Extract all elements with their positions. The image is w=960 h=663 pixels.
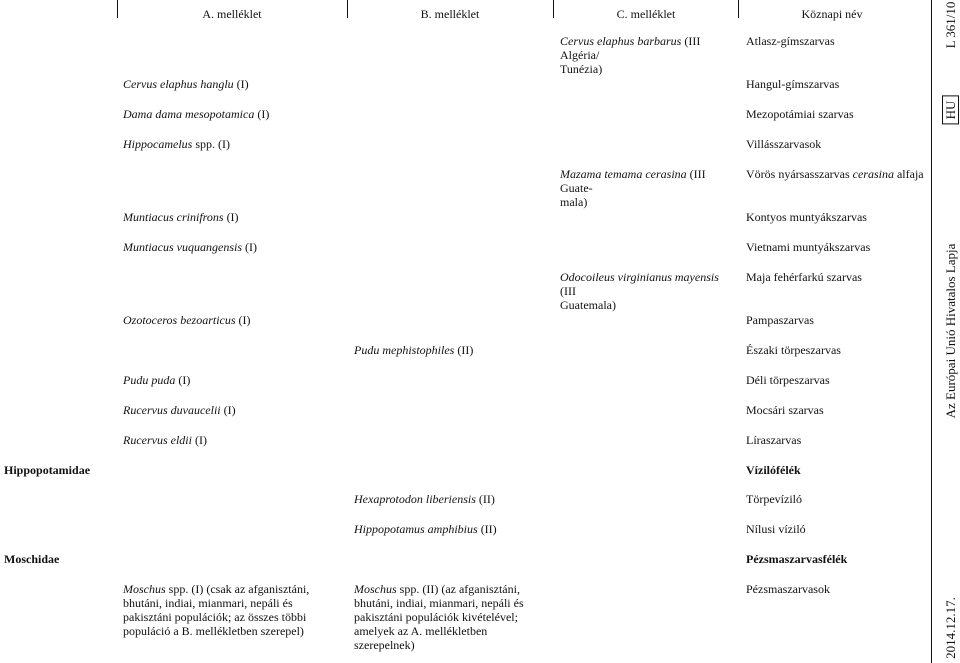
annex-note: (I) <box>242 240 257 254</box>
common-name-villasszarvasok: Villásszarvasok <box>746 137 822 151</box>
header-annex-c: C. melléklet <box>616 7 676 21</box>
family-common-vizilofelek: Vízilófélék <box>746 463 801 477</box>
species-name: Moschus <box>354 582 397 596</box>
species-name: Muntiacus vuquangensis <box>123 240 242 254</box>
common-name-subspecies: cerasina <box>852 167 894 181</box>
annex-note-cont: mala) <box>560 195 588 209</box>
species-name: Hippopotamus amphibius <box>354 522 478 536</box>
annex-b-entry-hexaprotodon <box>354 492 495 506</box>
species-name: Mazama temama cerasina <box>560 167 687 181</box>
annex-note: (I) <box>235 313 251 327</box>
annex-b-entry-moschus <box>354 582 532 652</box>
common-name-liraszarvas: Líraszarvas <box>746 433 802 447</box>
column-divider-1 <box>117 0 118 18</box>
annex-note-cont: Tunézia) <box>560 62 603 76</box>
common-name-pampaszarvas: Pampaszarvas <box>746 313 814 327</box>
column-divider-2 <box>347 0 348 18</box>
common-name-prefix: Vörös nyársasszarvas <box>746 167 853 181</box>
annex-a-entry-hippocamelus <box>123 137 230 151</box>
annex-a-entry-muntiacus-crinifrons <box>123 210 239 224</box>
annex-note-cont: Guatemala) <box>560 298 616 312</box>
right-border-line <box>931 0 932 663</box>
species-name: Rucervus eldii <box>123 433 192 447</box>
annex-a-entry-dama <box>123 107 269 121</box>
species-name: Cervus elaphus barbarus <box>560 34 682 48</box>
header-annex-a: A. melléklet <box>202 7 262 21</box>
annex-a-entry-muntiacus-vuquangensis <box>123 240 257 254</box>
species-name: Dama dama mesopotamica <box>123 107 255 121</box>
family-moschidae: Moschidae <box>4 552 60 566</box>
species-name: Moschus <box>123 582 166 596</box>
annex-note: (I) <box>191 433 207 447</box>
language-code: HU <box>942 96 959 125</box>
common-name-maja: Maja fehérfarkú szarvas <box>746 270 862 284</box>
species-name: Ozotoceros bezoarticus <box>123 313 236 327</box>
annex-c-entry-odocoileus <box>560 270 735 312</box>
column-divider-4 <box>738 0 739 18</box>
annex-a-entry-cervus-hanglu <box>123 77 249 91</box>
annex-a-entry-pudu-puda <box>123 373 190 387</box>
common-name-suffix: alfaja <box>893 167 924 181</box>
common-name-mocsari: Mocsári szarvas <box>746 403 824 417</box>
family-common-pezsmaszarvasfelek: Pézsmaszarvasfélék <box>746 552 848 566</box>
header-common-name: Köznapi név <box>801 7 863 21</box>
annex-note: (III <box>560 284 576 298</box>
common-name-kontyos: Kontyos muntyákszarvas <box>746 210 867 224</box>
annex-note: (II) <box>475 492 495 506</box>
species-name: Cervus elaphus hanglu <box>123 77 234 91</box>
column-divider-3 <box>553 0 554 18</box>
annex-c-entry-mazama <box>560 167 730 209</box>
annex-note: (I) <box>220 403 236 417</box>
common-name-nilusi-viziló: Nílusi víziló <box>746 522 806 536</box>
annex-a-entry-ozotoceros <box>123 313 251 327</box>
annex-a-entry-rucervus-eldii <box>123 433 207 447</box>
species-name: Muntiacus crinifrons <box>123 210 224 224</box>
language-badge <box>944 96 958 125</box>
annex-note: (I) <box>254 107 270 121</box>
annex-note: (II) <box>454 343 474 357</box>
header-annex-b: B. melléklet <box>420 7 480 21</box>
species-name: Pudu mephistophiles <box>354 343 455 357</box>
species-name: Rucervus duvaucelii <box>123 403 221 417</box>
common-name-mezopotamiai: Mezopotámiai szarvas <box>746 107 854 121</box>
common-name-torpeviziló: Törpevíziló <box>746 492 802 506</box>
common-name-hangul: Hangul-gímszarvas <box>746 77 840 91</box>
annex-note: spp. (I) <box>192 137 230 151</box>
annex-note: spp. (I) (csak az afganisztáni, bhutáni, indiai, mianmari, nepáli és pakisztáni populációk; az összes többi populáció a B. mellékletben szerepel) <box>123 582 310 638</box>
species-name: Hexaprotodon liberiensis <box>354 492 476 506</box>
annex-b-entry-hippopotamus <box>354 522 497 536</box>
common-name-atlasz: Atlasz-gímszarvas <box>746 34 835 48</box>
annex-note: (III Guate- <box>560 167 706 195</box>
annex-a-entry-rucervus-duvaucelii <box>123 403 236 417</box>
common-name-pezsmaszarvasok: Pézsmaszarvasok <box>746 582 830 596</box>
annex-note: spp. (II) (az afganisztáni, bhutáni, indiai, mianmari, nepáli és pakisztáni populációk kivételével; amelyek az A. mellékletben szerepelnek) <box>354 582 524 652</box>
annex-note: (I) <box>233 77 249 91</box>
annex-note: (I) <box>223 210 239 224</box>
species-name: Odocoileus virginianus mayensis <box>560 270 719 284</box>
annex-note: (I) <box>175 373 191 387</box>
species-name: Pudu puda <box>123 373 176 387</box>
annex-c-entry-cervus-barbarus <box>560 34 730 76</box>
species-name: Hippocamelus <box>123 137 193 151</box>
publication-date: 2014.12.17. <box>943 597 958 659</box>
common-name-voros-nyarsasszarvas <box>746 167 924 181</box>
page-reference: L 361/10 <box>943 1 958 49</box>
family-hippopotamidae: Hippopotamidae <box>4 463 91 477</box>
common-name-deli-torpeszarvas: Déli törpeszarvas <box>746 373 830 387</box>
journal-title: Az Európai Unió Hivatalos Lapja <box>943 243 958 419</box>
annex-b-entry-pudu-mephistophiles <box>354 343 473 357</box>
common-name-eszaki-torpeszarvas: Északi törpeszarvas <box>746 343 841 357</box>
annex-note: (III Algéria/ <box>560 34 701 62</box>
annex-a-entry-moschus <box>123 582 313 638</box>
annex-note: (II) <box>477 522 497 536</box>
common-name-vietnami: Vietnami muntyákszarvas <box>746 240 871 254</box>
